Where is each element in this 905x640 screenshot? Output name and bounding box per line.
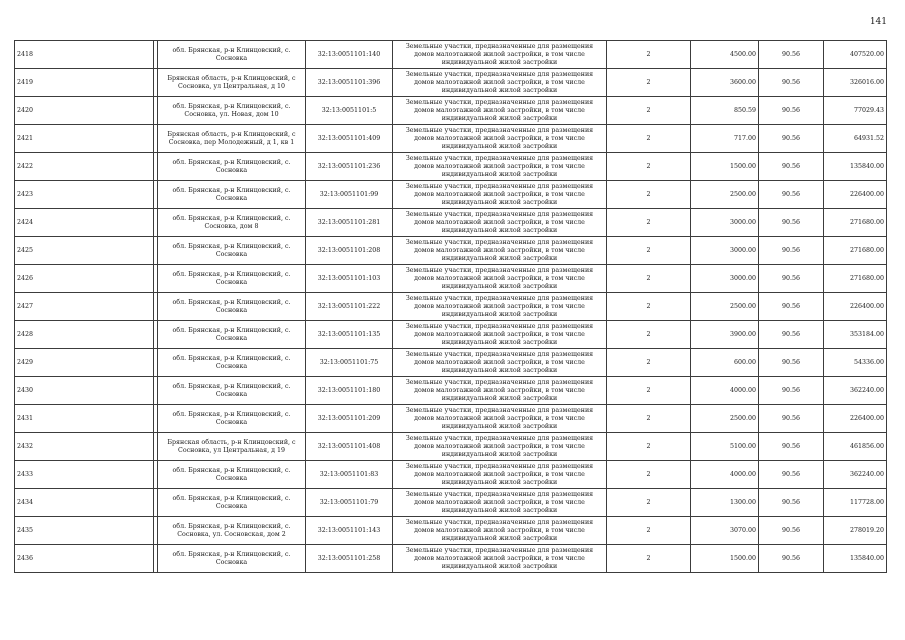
cadastral-value-cell: 461856.00 [824, 433, 887, 461]
category-cell: 2 [607, 405, 691, 433]
area-cell: 3000.00 [691, 237, 759, 265]
rate-cell: 90.56 [759, 293, 824, 321]
category-cell: 2 [607, 349, 691, 377]
cadastral-value-cell: 117728.00 [824, 489, 887, 517]
cadastral-number-cell: 32:13:0051101:281 [306, 209, 393, 237]
address-cell: Брянская область, р-н Клинцовский, с Сосновка, ул Центральная, д 19 [158, 433, 306, 461]
land-use-cell: Земельные участки, предназначенные для размещения домов малоэтажной жилой застройки, в том числе индивидуальной жилой застройки [393, 265, 607, 293]
cadastral-number-cell: 32:13:0051101:258 [306, 545, 393, 573]
rate-cell: 90.56 [759, 153, 824, 181]
category-cell: 2 [607, 125, 691, 153]
area-cell: 850.59 [691, 97, 759, 125]
rate-cell: 90.56 [759, 377, 824, 405]
cadastral-number-cell: 32:13:0051101:180 [306, 377, 393, 405]
row-number: 2432 [15, 433, 154, 461]
category-cell: 2 [607, 377, 691, 405]
cadastral-value-cell: 278019.20 [824, 517, 887, 545]
table-row [15, 237, 887, 265]
table-row [15, 41, 887, 69]
cadastral-value-cell: 362240.00 [824, 377, 887, 405]
cadastral-value-cell: 226400.00 [824, 405, 887, 433]
row-number: 2425 [15, 237, 154, 265]
address-cell: обл. Брянская, р-н Клинцовский, с. Сосновка [158, 153, 306, 181]
row-number: 2424 [15, 209, 154, 237]
area-cell: 3900.00 [691, 321, 759, 349]
category-cell: 2 [607, 545, 691, 573]
table-row [15, 69, 887, 97]
row-number: 2430 [15, 377, 154, 405]
address-cell: обл. Брянская, р-н Клинцовский, с. Сосновка, дом 8 [158, 209, 306, 237]
cadastral-number-cell: 32:13:0051101:236 [306, 153, 393, 181]
address-cell: обл. Брянская, р-н Клинцовский, с. Сосновка, ул. Новая, дом 10 [158, 97, 306, 125]
table-row [15, 97, 887, 125]
category-cell: 2 [607, 433, 691, 461]
row-number: 2419 [15, 69, 154, 97]
table-row [15, 349, 887, 377]
area-cell: 717.00 [691, 125, 759, 153]
table-row [15, 461, 887, 489]
area-cell: 600.00 [691, 349, 759, 377]
address-cell: обл. Брянская, р-н Клинцовский, с. Сосновка [158, 461, 306, 489]
row-number: 2427 [15, 293, 154, 321]
address-cell: обл. Брянская, р-н Клинцовский, с. Сосновка [158, 181, 306, 209]
category-cell: 2 [607, 461, 691, 489]
land-use-cell: Земельные участки, предназначенные для размещения домов малоэтажной жилой застройки, в том числе индивидуальной жилой застройки [393, 209, 607, 237]
table-row [15, 293, 887, 321]
table-row [15, 125, 887, 153]
area-cell: 2500.00 [691, 293, 759, 321]
rate-cell: 90.56 [759, 265, 824, 293]
rate-cell: 90.56 [759, 41, 824, 69]
area-cell: 1500.00 [691, 153, 759, 181]
cadastral-number-cell: 32:13:0051101:5 [306, 97, 393, 125]
rate-cell: 90.56 [759, 181, 824, 209]
table-row [15, 405, 887, 433]
address-cell: обл. Брянская, р-н Клинцовский, с. Сосновка [158, 405, 306, 433]
area-cell: 4500.00 [691, 41, 759, 69]
rate-cell: 90.56 [759, 517, 824, 545]
rate-cell: 90.56 [759, 237, 824, 265]
category-cell: 2 [607, 321, 691, 349]
cadastral-value-cell: 326016.00 [824, 69, 887, 97]
area-cell: 3070.00 [691, 517, 759, 545]
address-cell: Брянская область, р-н Клинцовский, с Сосновка, пер Молодежный, д 1, кв 1 [158, 125, 306, 153]
rate-cell: 90.56 [759, 489, 824, 517]
rate-cell: 90.56 [759, 97, 824, 125]
land-use-cell: Земельные участки, предназначенные для размещения домов малоэтажной жилой застройки, в том числе индивидуальной жилой застройки [393, 349, 607, 377]
address-cell: обл. Брянская, р-н Клинцовский, с. Сосновка [158, 321, 306, 349]
cadastral-value-cell: 135840.00 [824, 545, 887, 573]
row-number: 2435 [15, 517, 154, 545]
row-number: 2423 [15, 181, 154, 209]
row-number: 2422 [15, 153, 154, 181]
category-cell: 2 [607, 293, 691, 321]
table-row [15, 153, 887, 181]
area-cell: 1300.00 [691, 489, 759, 517]
row-number: 2428 [15, 321, 154, 349]
cadastral-number-cell: 32:13:0051101:408 [306, 433, 393, 461]
cadastral-number-cell: 32:13:0051101:103 [306, 265, 393, 293]
cadastral-number-cell: 32:13:0051101:396 [306, 69, 393, 97]
rate-cell: 90.56 [759, 125, 824, 153]
land-use-cell: Земельные участки, предназначенные для размещения домов малоэтажной жилой застройки, в том числе индивидуальной жилой застройки [393, 489, 607, 517]
address-cell: обл. Брянская, р-н Клинцовский, с. Сосновка [158, 349, 306, 377]
page-number: 141 [869, 17, 887, 27]
table-row [15, 321, 887, 349]
table-row [15, 265, 887, 293]
row-number: 2431 [15, 405, 154, 433]
rate-cell: 90.56 [759, 349, 824, 377]
table-row [15, 209, 887, 237]
address-cell: обл. Брянская, р-н Клинцовский, с. Сосновка [158, 41, 306, 69]
area-cell: 3600.00 [691, 69, 759, 97]
land-use-cell: Земельные участки, предназначенные для размещения домов малоэтажной жилой застройки, в том числе индивидуальной жилой застройки [393, 125, 607, 153]
cadastral-value-cell: 135840.00 [824, 153, 887, 181]
land-use-cell: Земельные участки, предназначенные для размещения домов малоэтажной жилой застройки, в том числе индивидуальной жилой застройки [393, 293, 607, 321]
cadastral-number-cell: 32:13:0051101:143 [306, 517, 393, 545]
land-use-cell: Земельные участки, предназначенные для размещения домов малоэтажной жилой застройки, в том числе индивидуальной жилой застройки [393, 237, 607, 265]
category-cell: 2 [607, 489, 691, 517]
cadastral-value-cell: 64931.52 [824, 125, 887, 153]
address-cell: обл. Брянская, р-н Клинцовский, с. Сосновка [158, 489, 306, 517]
land-use-cell: Земельные участки, предназначенные для размещения домов малоэтажной жилой застройки, в том числе индивидуальной жилой застройки [393, 377, 607, 405]
row-number: 2420 [15, 97, 154, 125]
cadastral-number-cell: 32:13:0051101:79 [306, 489, 393, 517]
row-number: 2418 [15, 41, 154, 69]
address-cell: обл. Брянская, р-н Клинцовский, с. Сосновка [158, 545, 306, 573]
area-cell: 3000.00 [691, 209, 759, 237]
rate-cell: 90.56 [759, 69, 824, 97]
area-cell: 5100.00 [691, 433, 759, 461]
land-use-cell: Земельные участки, предназначенные для размещения домов малоэтажной жилой застройки, в том числе индивидуальной жилой застройки [393, 41, 607, 69]
address-cell: обл. Брянская, р-н Клинцовский, с. Сосновка [158, 377, 306, 405]
cadastral-number-cell: 32:13:0051101:83 [306, 461, 393, 489]
cadastral-value-cell: 226400.00 [824, 293, 887, 321]
table-row [15, 517, 887, 545]
cadastral-number-cell: 32:13:0051101:409 [306, 125, 393, 153]
row-number: 2434 [15, 489, 154, 517]
land-use-cell: Земельные участки, предназначенные для размещения домов малоэтажной жилой застройки, в том числе индивидуальной жилой застройки [393, 517, 607, 545]
address-cell: обл. Брянская, р-н Клинцовский, с. Сосновка, ул. Сосновская, дом 2 [158, 517, 306, 545]
table-body [15, 41, 887, 573]
cadastral-number-cell: 32:13:0051101:99 [306, 181, 393, 209]
cadastral-value-cell: 226400.00 [824, 181, 887, 209]
cadastral-value-cell: 353184.00 [824, 321, 887, 349]
address-cell: обл. Брянская, р-н Клинцовский, с. Сосновка [158, 237, 306, 265]
rate-cell: 90.56 [759, 461, 824, 489]
cadastral-value-cell: 54336.00 [824, 349, 887, 377]
area-cell: 1500.00 [691, 545, 759, 573]
land-use-cell: Земельные участки, предназначенные для размещения домов малоэтажной жилой застройки, в том числе индивидуальной жилой застройки [393, 69, 607, 97]
address-cell: Брянская область, р-н Клинцовский, с Сосновка, ул Центральная, д 10 [158, 69, 306, 97]
land-use-cell: Земельные участки, предназначенные для размещения домов малоэтажной жилой застройки, в том числе индивидуальной жилой застройки [393, 545, 607, 573]
area-cell: 4000.00 [691, 377, 759, 405]
area-cell: 3000.00 [691, 265, 759, 293]
category-cell: 2 [607, 517, 691, 545]
land-use-cell: Земельные участки, предназначенные для размещения домов малоэтажной жилой застройки, в том числе индивидуальной жилой застройки [393, 461, 607, 489]
table-row [15, 377, 887, 405]
land-use-cell: Земельные участки, предназначенные для размещения домов малоэтажной жилой застройки, в том числе индивидуальной жилой застройки [393, 181, 607, 209]
cadastral-value-cell: 271680.00 [824, 237, 887, 265]
land-plots-table [14, 40, 887, 573]
address-cell: обл. Брянская, р-н Клинцовский, с. Сосновка [158, 265, 306, 293]
cadastral-value-cell: 271680.00 [824, 209, 887, 237]
rate-cell: 90.56 [759, 405, 824, 433]
cadastral-value-cell: 271680.00 [824, 265, 887, 293]
cadastral-number-cell: 32:13:0051101:135 [306, 321, 393, 349]
row-number: 2436 [15, 545, 154, 573]
category-cell: 2 [607, 209, 691, 237]
cadastral-value-cell: 362240.00 [824, 461, 887, 489]
cadastral-number-cell: 32:13:0051101:209 [306, 405, 393, 433]
area-cell: 4000.00 [691, 461, 759, 489]
category-cell: 2 [607, 153, 691, 181]
land-use-cell: Земельные участки, предназначенные для размещения домов малоэтажной жилой застройки, в том числе индивидуальной жилой застройки [393, 153, 607, 181]
category-cell: 2 [607, 181, 691, 209]
category-cell: 2 [607, 97, 691, 125]
cadastral-value-cell: 77029.43 [824, 97, 887, 125]
address-cell: обл. Брянская, р-н Клинцовский, с. Сосновка [158, 293, 306, 321]
cadastral-value-cell: 407520.00 [824, 41, 887, 69]
category-cell: 2 [607, 265, 691, 293]
rate-cell: 90.56 [759, 545, 824, 573]
row-number: 2426 [15, 265, 154, 293]
cadastral-number-cell: 32:13:0051101:75 [306, 349, 393, 377]
area-cell: 2500.00 [691, 405, 759, 433]
rate-cell: 90.56 [759, 209, 824, 237]
row-number: 2421 [15, 125, 154, 153]
table-row [15, 181, 887, 209]
category-cell: 2 [607, 41, 691, 69]
land-use-cell: Земельные участки, предназначенные для размещения домов малоэтажной жилой застройки, в том числе индивидуальной жилой застройки [393, 321, 607, 349]
rate-cell: 90.56 [759, 321, 824, 349]
row-number: 2429 [15, 349, 154, 377]
area-cell: 2500.00 [691, 181, 759, 209]
rate-cell: 90.56 [759, 433, 824, 461]
cadastral-number-cell: 32:13:0051101:208 [306, 237, 393, 265]
category-cell: 2 [607, 237, 691, 265]
table-row [15, 545, 887, 573]
cadastral-number-cell: 32:13:0051101:222 [306, 293, 393, 321]
row-number: 2433 [15, 461, 154, 489]
cadastral-number-cell: 32:13:0051101:140 [306, 41, 393, 69]
category-cell: 2 [607, 69, 691, 97]
land-use-cell: Земельные участки, предназначенные для размещения домов малоэтажной жилой застройки, в том числе индивидуальной жилой застройки [393, 433, 607, 461]
land-use-cell: Земельные участки, предназначенные для размещения домов малоэтажной жилой застройки, в том числе индивидуальной жилой застройки [393, 405, 607, 433]
land-use-cell: Земельные участки, предназначенные для размещения домов малоэтажной жилой застройки, в том числе индивидуальной жилой застройки [393, 97, 607, 125]
table-row [15, 433, 887, 461]
table-row [15, 489, 887, 517]
